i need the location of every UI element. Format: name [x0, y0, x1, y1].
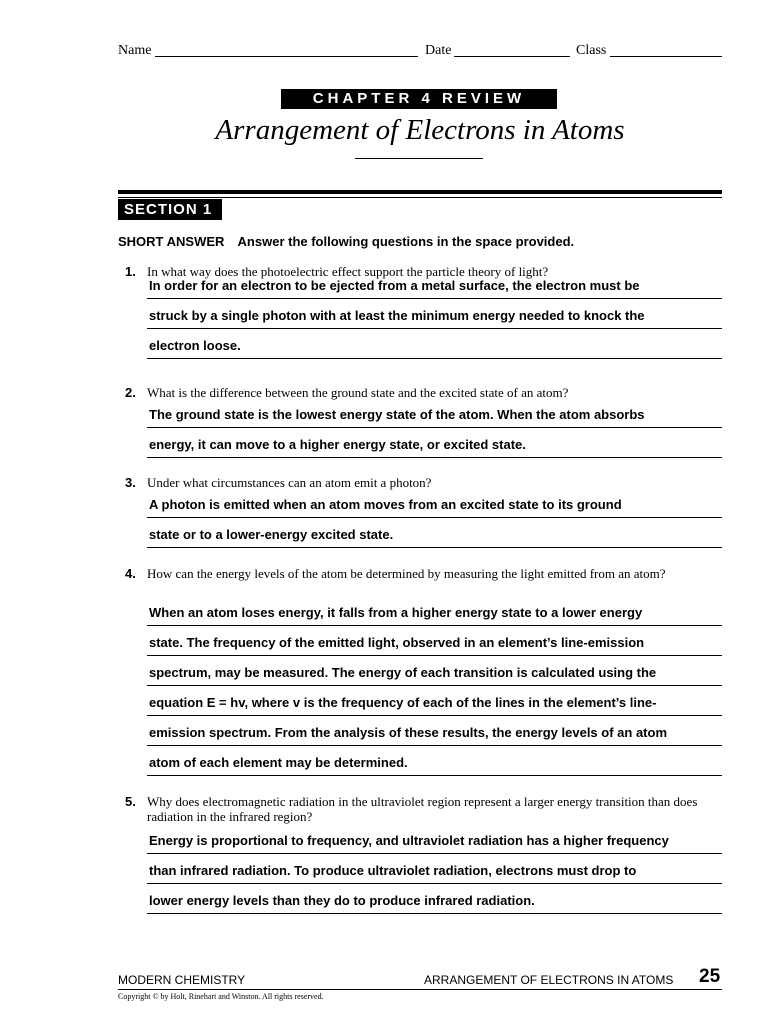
instructions — [118, 234, 574, 249]
page-title: Arrangement of Electrons in Atoms — [215, 114, 625, 146]
chapter-banner-prefix: CHAPTER — [312, 90, 414, 107]
footer-chapter-title: ARRANGEMENT OF ELECTRONS IN ATOMS — [424, 973, 674, 987]
chapter-number: 4 — [421, 90, 434, 107]
section-rule-thin — [118, 197, 722, 198]
short-answer-tag: SHORT ANSWER — [118, 234, 225, 249]
answer-text: state. The frequency of the emitted light, observed in an element’s line-emission — [149, 635, 645, 650]
answer-line[interactable] — [147, 299, 722, 329]
answer-text: spectrum, may be measured. The energy of each transition is calculated using the — [149, 665, 657, 680]
answer-text: The ground state is the lowest energy state of the atom. When the atom absorbs — [149, 407, 645, 422]
question-number: 1. — [125, 264, 136, 279]
answer-line[interactable] — [147, 686, 722, 716]
date-label: Date — [425, 43, 452, 58]
answer-line[interactable] — [147, 716, 722, 746]
page-number: 25 — [699, 966, 721, 987]
answer-text: In order for an electron to be ejected from a metal surface, the electron must be — [149, 278, 640, 293]
answer-text: emission spectrum. From the analysis of these results, the energy levels of an atom — [149, 725, 668, 740]
class-label: Class — [576, 43, 607, 58]
answer-text: atom of each element may be determined. — [149, 755, 408, 770]
answer-text: than infrared radiation. To produce ultraviolet radiation, electrons must drop to — [149, 863, 637, 878]
answer-line[interactable] — [147, 854, 722, 884]
question-number: 4. — [125, 566, 136, 581]
question-text: What is the difference between the ground state and the excited state of an atom? — [147, 385, 569, 400]
answer-text: energy, it can move to a higher energy state, or excited state. — [149, 437, 526, 452]
answer-line[interactable] — [147, 329, 722, 359]
class-field-line[interactable] — [610, 56, 722, 57]
answer-line[interactable] — [147, 269, 722, 299]
name-field-line[interactable] — [155, 56, 418, 57]
answer-text: lower energy levels than they do to produce infrared radiation. — [149, 893, 535, 908]
answer-line[interactable] — [147, 746, 722, 776]
answer-line[interactable] — [147, 656, 722, 686]
answer-line[interactable] — [147, 428, 722, 458]
question-text: Under what circumstances can an atom emit a photon? — [147, 475, 432, 490]
section-rule-thick — [118, 190, 722, 194]
answer-text: When an atom loses energy, it falls from a higher energy state to a lower energy — [149, 605, 643, 620]
answer-line[interactable] — [147, 626, 722, 656]
chapter-banner-suffix: REVIEW — [442, 90, 526, 107]
footer-book-title: MODERN CHEMISTRY — [118, 973, 246, 987]
question-text: In what way does the photoelectric effect support the particle theory of light? — [147, 264, 549, 279]
answer-text: equation E = hv, where v is the frequency of each of the lines in the element’s line- — [149, 695, 657, 710]
student-info-header — [118, 43, 722, 61]
answer-line[interactable] — [147, 518, 722, 548]
section-label: SECTION 1 — [118, 199, 222, 220]
title-underline — [355, 158, 483, 159]
answer-line[interactable] — [147, 488, 722, 518]
date-field-line[interactable] — [454, 56, 570, 57]
chapter-banner — [281, 89, 557, 109]
name-label: Name — [118, 43, 152, 58]
question-number: 5. — [125, 794, 136, 809]
footer-rule — [118, 989, 722, 990]
question-text: Why does electromagnetic radiation in the ultraviolet region represent a larger energy transition than does radiation in the infrared region? — [147, 794, 698, 824]
answer-line[interactable] — [147, 824, 722, 854]
answer-line[interactable] — [147, 884, 722, 914]
answer-text: A photon is emitted when an atom moves from an excited state to its ground — [149, 497, 622, 512]
answer-line[interactable] — [147, 596, 722, 626]
answer-text: electron loose. — [149, 338, 241, 353]
copyright-notice: Copyright © by Holt, Rinehart and Winston. All rights reserved. — [118, 992, 324, 1001]
question-number: 3. — [125, 475, 136, 490]
answer-line[interactable] — [147, 398, 722, 428]
question-text: How can the energy levels of the atom be determined by measuring the light emitted from an atom? — [147, 566, 666, 581]
answer-text: struck by a single photon with at least the minimum energy needed to knock the — [149, 308, 645, 323]
instructions-text: Answer the following questions in the space provided. — [237, 234, 575, 249]
answer-text: state or to a lower-energy excited state. — [149, 527, 394, 542]
answer-text: Energy is proportional to frequency, and ultraviolet radiation has a higher frequency — [149, 833, 669, 848]
question-number: 2. — [125, 385, 136, 400]
